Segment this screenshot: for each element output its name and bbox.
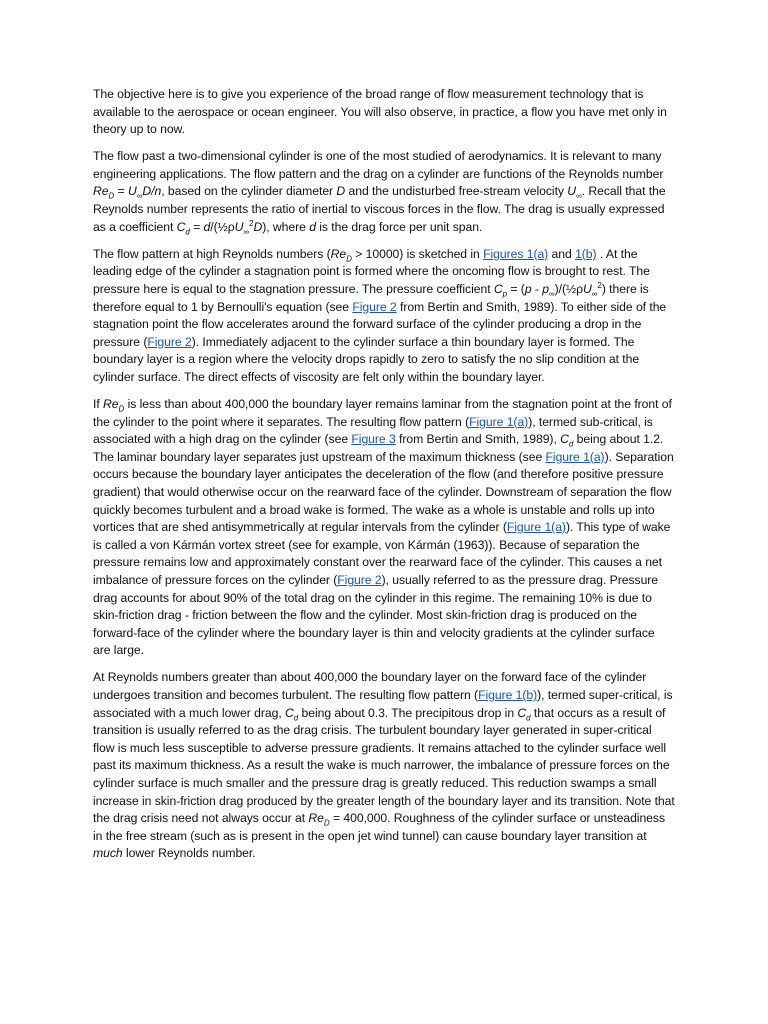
subscript: D — [108, 191, 115, 201]
paragraph-cylinder-flow-intro — [93, 148, 675, 236]
subscript: ∞ — [136, 191, 143, 201]
figure-link[interactable]: Figure 1(b) — [478, 688, 538, 702]
text-run: The objective here is to give you experience of the broad range of flow measurement technology that is available to the aerospace or ocean engineer. You will also observe, in practice, a flow you have met only in theory up to now. — [93, 87, 667, 137]
text-run: and — [548, 246, 576, 261]
italic-symbol: p — [524, 281, 532, 296]
text-run: ), where — [262, 219, 310, 234]
subscript: d — [185, 227, 190, 237]
text-run: = — [189, 219, 204, 234]
text-run: is the drag force per unit span. — [315, 219, 483, 234]
subscript: d — [293, 713, 299, 723]
subscript: d — [568, 439, 574, 449]
text-run: )/(½ρ — [554, 281, 583, 296]
text-run: = 400,000. Roughness of the cylinder surface or unsteadiness in the free stream (such as is present in the open jet wind tunnel) can cause boundary layer transition at — [93, 811, 665, 843]
subscript: ∞ — [548, 289, 555, 299]
subscript: p — [502, 289, 508, 299]
italic-symbol: D — [336, 184, 346, 199]
text-run: ) there is therefore equal to 1 by Bernoulli's equation (see — [93, 281, 649, 314]
paragraph-high-reynolds-flow — [93, 246, 675, 387]
text-run: ), termed sub-critical, is associated with a high drag on the cylinder (see — [93, 414, 653, 447]
italic-symbol: d — [203, 219, 211, 234]
superscript: 2 — [249, 218, 254, 228]
text-run: from Bertin and Smith, 1989), — [395, 432, 561, 447]
figure-link[interactable]: Figure 1(a) — [469, 414, 529, 429]
text-run: is less than about 400,000 the boundary layer remains laminar from the stagnation point at the front of the cylinder to the point where it separates. The resulting flow pattern ( — [93, 397, 672, 429]
italic-symbol: C — [285, 705, 294, 720]
figure-link[interactable]: 1(b) — [575, 246, 597, 261]
italic-symbol: U — [582, 281, 592, 296]
italic-symbol: Re — [103, 397, 119, 411]
text-run: At Reynolds numbers greater than about 400,000 the boundary layer on the forward face of the cylinder undergoes transition and becomes turbulent. The resulting flow pattern ( — [93, 670, 647, 702]
text-run: ), termed super-critical, is associated with a much lower drag, — [93, 688, 673, 720]
italic-symbol: p — [542, 281, 549, 296]
subscript: D — [323, 818, 330, 828]
text-run: , based on the cylinder diameter — [161, 184, 337, 199]
italic-symbol: Re — [308, 811, 324, 826]
text-run: ). This type of wake is called a von Kármán vortex street (see for example, von Kármán (1963)). Because of separation the pressure remains low and approximately constant over the rearward face of the cylinder. This causes a net imbalance of pressure forces on the cylinder ( — [93, 520, 671, 587]
text-run: The flow pattern at high Reynolds numbers ( — [93, 246, 331, 261]
italic-symbol: U — [567, 184, 577, 199]
subscript: ∞ — [591, 289, 598, 299]
figure-link[interactable]: Figure 2 — [352, 299, 397, 314]
paragraph-sub-critical-flow — [93, 396, 675, 660]
text-run: and the undisturbed free-stream velocity — [345, 184, 568, 199]
paragraph-super-critical-flow — [93, 669, 675, 863]
text-run: being about 0.3. The precipitous drop in — [298, 705, 518, 720]
text-run: > 10000) is sketched in — [351, 246, 484, 261]
figure-link[interactable]: Figure 3 — [351, 432, 396, 447]
italic-symbol: U — [234, 219, 244, 234]
text-run: ), usually referred to as the pressure drag. Pressure drag accounts for about 90% of the total drag on the cylinder in this regime. The remaining 10% is due to skin-friction drag - friction between the flow and the cylinder. Most skin-friction drag is produced on the forward-face of the cylinder where the boundary layer is thin and velocity gradients at the cylinder surface are large. — [93, 572, 659, 658]
figure-link[interactable]: Figures 1(a) — [483, 246, 549, 261]
figure-link[interactable]: Figure 2 — [337, 572, 382, 587]
italic-symbol: C — [560, 432, 569, 447]
superscript: 2 — [597, 280, 602, 290]
text-run: - — [531, 281, 543, 296]
italic-symbol: much — [93, 846, 123, 861]
text-run: /(½ρ — [210, 219, 235, 234]
italic-symbol: D/n — [142, 184, 162, 199]
subscript: ∞ — [576, 191, 582, 201]
text-run: that occurs as a result of transition is usually referred to as the drag crisis. The turbulent boundary layer generated in super-critical flow is much less susceptible to adverse pressure gradients. It remains attached to the cylinder surface well past its maximum thickness. As a result the wake is much narrower, the imbalance of pressure forces on the cylinder surface is much smaller and the pressure drag is greatly reduced. This reduction swamps a small increase in skin-friction drag produced by the greater length of the boundary layer and its transition. Note that the drag crisis need not always occur at — [93, 705, 675, 826]
paragraph-objective — [93, 86, 675, 139]
italic-symbol: d — [309, 219, 316, 234]
italic-symbol: Re — [330, 246, 347, 261]
italic-symbol: C — [517, 705, 527, 720]
text-run: = — [114, 184, 128, 199]
italic-symbol: C — [176, 219, 186, 234]
subscript: d — [526, 713, 531, 723]
text-run: If — [93, 397, 104, 411]
text-run: ). Immediately adjacent to the cylinder surface a thin boundary layer is formed. The boundary layer is a region where the velocity drops rapidly to zero to satisfy the no slip condition at the cylinder surface. The direct effects of viscosity are felt only within the boundary layer. — [93, 334, 640, 384]
figure-link[interactable]: Figure 2 — [147, 334, 192, 349]
italic-symbol: U — [127, 184, 137, 199]
text-run: The flow past a two-dimensional cylinder is one of the most studied of aerodynamics. It is relevant to many engineering applications. The flow pattern and the drag on a cylinder are functions of the Reynolds number — [93, 149, 664, 181]
subscript: D — [346, 254, 352, 264]
text-run: from Bertin and Smith, 1989). To either side of the stagnation point the flow accelerates around the forward surface of the cylinder producing a drop in the pressure ( — [93, 299, 667, 349]
italic-symbol: C — [493, 281, 503, 296]
text-run: being about 1.2. The laminar boundary layer separates just upstream of the maximum thickness (see — [93, 432, 664, 464]
text-run: ). Separation occurs because the boundary layer anticipates the deceleration of the flow (and therefore positive pressure gradient) that would otherwise occur on the rearward face of the cylinder. Downstream of separation the flow quickly becomes turbulent and a broad wake is formed. The wake as a whole is unstable and rolls up into vortices that are shed antisymmetrically at regular intervals from the cylinder ( — [93, 449, 674, 535]
subscript: ∞ — [243, 227, 250, 237]
text-run: lower Reynolds number. — [122, 846, 256, 861]
text-run: . At the leading edge of the cylinder a stagnation point is formed where the oncoming flow is brought to rest. The pressure here is equal to the stagnation pressure. The pressure coefficient — [93, 246, 650, 296]
document-body — [93, 86, 675, 872]
figure-link[interactable]: Figure 1(a) — [545, 449, 605, 464]
italic-symbol: D — [253, 219, 263, 234]
text-run: . Recall that the Reynolds number represents the ratio of inertial to viscous forces in the flow. The drag is usually expressed as a coefficient — [93, 184, 666, 234]
text-run: = ( — [507, 281, 525, 296]
subscript: D — [118, 404, 125, 414]
figure-link[interactable]: Figure 1(a) — [506, 520, 566, 535]
italic-symbol: Re — [93, 184, 109, 199]
